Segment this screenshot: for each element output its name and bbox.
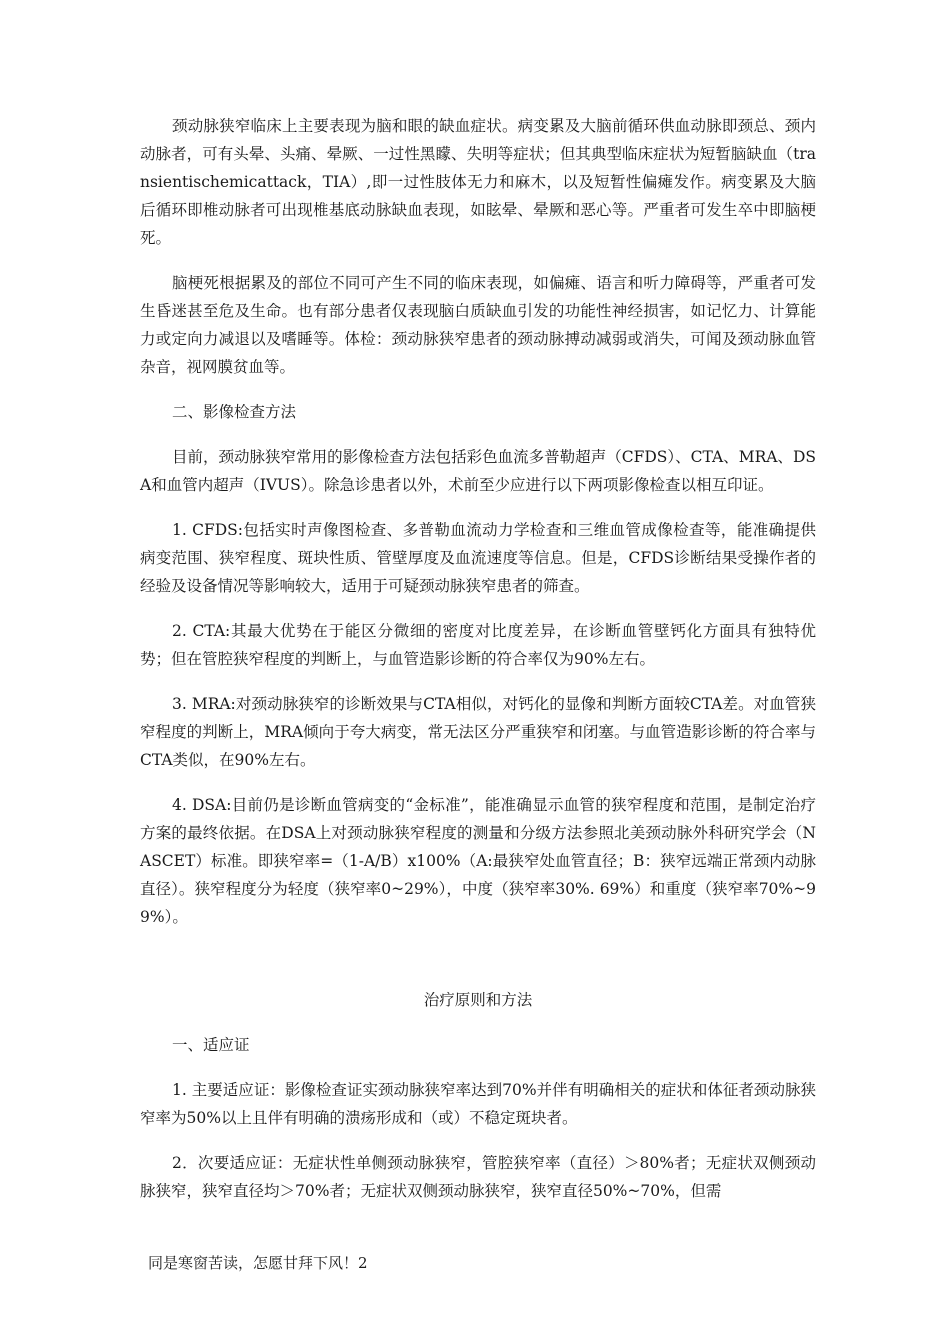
paragraph-secondary-indications: 2．次要适应证：无症状性单侧颈动脉狭窄，管腔狭窄率（直径）＞80%者；无症状双侧颈动脉狭窄，狭窄直径均＞70%者；无症状双侧颈动脉狭窄，狭窄直径50%~70%，但需 bbox=[140, 1154, 816, 1200]
page-title-treatment: 治疗原则和方法 bbox=[423, 991, 533, 1009]
paragraph-imaging-methods: 目前，颈动脉狭窄常用的影像检查方法包括彩色血流多普勒超声（CFDS）、CTA、MRA、DSA和血管内超声（IVUS）。除急诊患者以外，术前至少应进行以下两项影像检查以相互印证。 bbox=[140, 448, 816, 494]
section-heading-indications: 一、适应证 bbox=[172, 1036, 250, 1054]
paragraph-dsa: 4. DSA:目前仍是诊断血管病变的“金标准”，能准确显示血管的狭窄程度和范围，是制定治疗方案的最终依据。在DSA上对颈动脉狭窄程度的测量和分级方法参照北美颈动脉外科研究学会（NASCET）标准。即狭窄率=（1-A/B）x100%（A:最狭窄处血管直径；B：狭窄远端正常颈内动脉直径）。狭窄程度分为轻度（狭窄率0~29%），中度（狭窄率30%. 69%）和重度（狭窄率70%~99%）。 bbox=[140, 796, 816, 926]
paragraph-cta: 2. CTA:其最大优势在于能区分微细的密度对比度差异，在诊断血管壁钙化方面具有独特优势；但在管腔狭窄程度的判断上，与血管造影诊断的符合率仅为90%左右。 bbox=[140, 622, 816, 668]
page-footer: 同是寒窗苦读，怎愿甘拜下风！2 bbox=[148, 1254, 368, 1272]
paragraph-cerebral-infarction: 脑梗死根据累及的部位不同可产生不同的临床表现，如偏瘫、语言和听力障碍等，严重者可发生昏迷甚至危及生命。也有部分患者仅表现脑白质缺血引发的功能性神经损害，如记忆力、计算能力或定向力减退以及嗜睡等。体检：颈动脉狭窄患者的颈动脉搏动减弱或消失，可闻及颈动脉血管杂音，视网膜贫血等。 bbox=[140, 274, 816, 376]
paragraph-mra: 3. MRA:对颈动脉狭窄的诊断效果与CTA相似，对钙化的显像和判断方面较CTA差。对血管狭窄程度的判断上，MRA倾向于夸大病变，常无法区分严重狭窄和闭塞。与血管造影诊断的符合率与CTA类似，在90%左右。 bbox=[140, 695, 816, 769]
paragraph-main-indications: 1. 主要适应证：影像检查证实颈动脉狭窄率达到70%并伴有明确相关的症状和体征者颈动脉狭窄率为50%以上且伴有明确的溃疡形成和（或）不稳定斑块者。 bbox=[140, 1081, 816, 1127]
document-body bbox=[140, 112, 816, 1205]
paragraph-clinical-symptoms: 颈动脉狭窄临床上主要表现为脑和眼的缺血症状。病变累及大脑前循环供血动脉即颈总、颈内动脉者，可有头晕、头痛、晕厥、一过性黑矇、失明等症状；但其典型临床症状为短暂脑缺血（transientischemicattack，TIA）,即一过性肢体无力和麻木，以及短暂性偏瘫发作。病变累及大脑后循环即椎动脉者可出现椎基底动脉缺血表现，如眩晕、晕厥和恶心等。严重者可发生卒中即脑梗死。 bbox=[140, 117, 816, 247]
paragraph-cfds: 1. CFDS:包括实时声像图检查、多普勒血流动力学检查和三维血管成像检查等，能准确提供病变范围、狭窄程度、斑块性质、管壁厚度及血流速度等信息。但是，CFDS诊断结果受操作者的经验及设备情况等影响较大，适用于可疑颈动脉狭窄患者的筛查。 bbox=[140, 521, 816, 595]
section-heading-imaging: 二、影像检查方法 bbox=[172, 403, 297, 421]
